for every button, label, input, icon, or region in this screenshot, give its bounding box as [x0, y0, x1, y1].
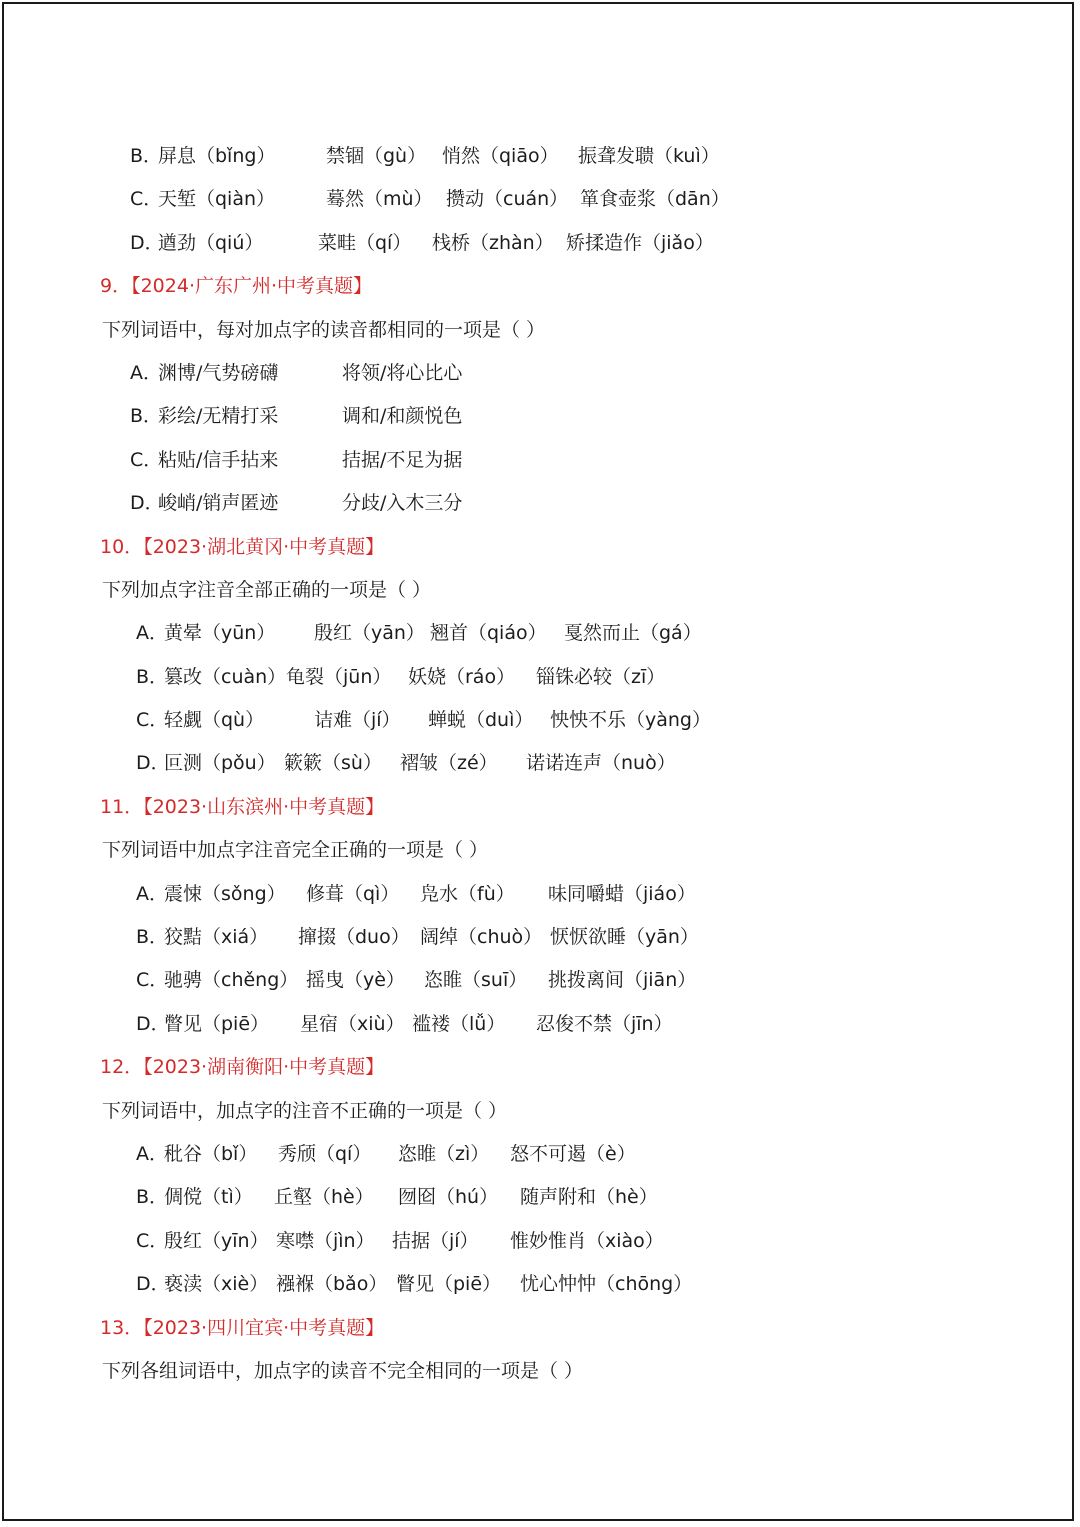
option-letter: C． — [130, 188, 163, 211]
question-heading — [100, 265, 1040, 308]
option-word: 瞥见（piē） — [396, 1273, 502, 1296]
option-word: 褴褛（lǚ） — [412, 1012, 506, 1035]
question-heading — [100, 1307, 1040, 1350]
option-word: 随声附和（hè） — [520, 1186, 658, 1209]
option-row — [100, 482, 1040, 525]
question-heading — [100, 526, 1040, 569]
option-word: 惟妙惟肖（xiào） — [510, 1229, 664, 1252]
option-word: 轻觑（qù） — [164, 709, 265, 732]
option-word: 殷红（yān） — [314, 622, 425, 645]
option-row — [100, 395, 1040, 438]
option-word: 倜傥（tì） — [164, 1186, 253, 1209]
question-heading — [100, 786, 1040, 829]
option-word: 震悚（sǒng） — [164, 882, 286, 905]
question-heading — [100, 1046, 1040, 1089]
question-number: 11． — [100, 795, 144, 818]
option-word: 禁锢（gù） — [326, 145, 427, 167]
option-word: 殷红（yīn） — [164, 1229, 269, 1252]
option-word: 戛然而止（gá） — [564, 622, 702, 645]
option-word: 褶皱（zé） — [400, 752, 498, 775]
option-word: 彩绘/无精打采 — [158, 405, 279, 428]
option-word: 修葺（qì） — [306, 882, 400, 905]
question-source: 【2023·四川宜宾·中考真题】 — [143, 1316, 385, 1339]
option-word: 渊博/气势磅礴 — [158, 361, 279, 384]
question-stem: 下列各组词语中，加点字的读音不完全相同的一项是（ ） — [102, 1359, 584, 1382]
option-word: 怒不可遏（è） — [510, 1142, 636, 1165]
option-word: 诺诺连声（nuò） — [526, 752, 676, 775]
option-word: 分歧/入木三分 — [342, 492, 463, 515]
option-word: 摇曳（yè） — [306, 969, 405, 992]
question-source: 【2023·山东滨州·中考真题】 — [143, 795, 385, 818]
option-word: 锱铢必较（zī） — [536, 665, 666, 688]
question-source: 【2023·湖北黄冈·中考真题】 — [143, 535, 385, 558]
question-stem: 下列词语中加点字注音完全正确的一项是（ ） — [102, 839, 489, 862]
option-word: 驰骋（chěng） — [164, 969, 299, 992]
option-letter: B． — [130, 145, 163, 167]
option-word: 篡改（cuàn） — [164, 665, 287, 688]
question-number: 9． — [100, 275, 132, 298]
option-word: 黄晕（yūn） — [164, 622, 276, 645]
option-word: 撺掇（duo） — [298, 926, 410, 949]
option-word: 凫水（fù） — [420, 882, 515, 905]
option-word: 挑拨离间（jiān） — [548, 969, 697, 992]
option-word: 悄然（qiāo） — [442, 145, 559, 167]
option-letter: C． — [136, 1229, 169, 1252]
document-page — [2, 2, 1074, 1521]
option-word: 拮据（jí） — [392, 1229, 479, 1252]
option-row — [100, 178, 1040, 221]
option-letter: A． — [136, 1142, 168, 1165]
option-word: 蓦然（mù） — [326, 188, 433, 211]
option-letter: D． — [130, 492, 164, 515]
option-row — [100, 1220, 1040, 1263]
option-word: 囫囵（hú） — [398, 1186, 499, 1209]
option-letter: C． — [130, 448, 163, 471]
option-word: 峻峭/销声匿迹 — [158, 492, 279, 515]
option-row — [100, 612, 1040, 655]
option-letter: B． — [130, 405, 163, 428]
option-row — [100, 1003, 1040, 1046]
option-word: 遒劲（qiú） — [158, 231, 264, 254]
option-row — [100, 135, 1040, 178]
option-word: 寒噤（jìn） — [276, 1229, 375, 1252]
option-word: 味同嚼蜡（jiáo） — [548, 882, 696, 905]
option-letter: D． — [136, 1012, 170, 1035]
option-row — [100, 699, 1040, 742]
option-word: 秀颀（qí） — [278, 1142, 372, 1165]
option-word: 拮据/不足为据 — [342, 448, 463, 471]
option-word: 妖娆（ráo） — [408, 665, 516, 688]
option-letter: D． — [130, 231, 164, 254]
option-row — [100, 1263, 1040, 1306]
option-word: 恣睢（suī） — [424, 969, 528, 992]
option-word: 瞥见（piē） — [164, 1012, 270, 1035]
option-word: 矫揉造作（jiǎo） — [566, 231, 714, 254]
question-number: 12． — [100, 1056, 144, 1079]
option-row — [100, 1133, 1040, 1176]
option-letter: A． — [136, 882, 168, 905]
option-word: 振聋发聩（kuì） — [578, 145, 720, 167]
option-word: 簌簌（sù） — [284, 752, 382, 775]
option-word: 恹恹欲睡（yān） — [550, 926, 699, 949]
option-row — [100, 916, 1040, 959]
option-letter: B． — [136, 665, 169, 688]
option-word: 忍俊不禁（jīn） — [536, 1012, 673, 1035]
option-row — [100, 439, 1040, 482]
option-row — [100, 656, 1040, 699]
option-word: 秕谷（bǐ） — [164, 1142, 258, 1165]
question-number: 13． — [100, 1316, 144, 1339]
option-word: 丘壑（hè） — [274, 1186, 374, 1209]
option-word: 襁褓（bǎo） — [276, 1273, 388, 1296]
option-word: 亵渎（xiè） — [164, 1273, 269, 1296]
option-word: 狡黠（xiá） — [164, 926, 269, 949]
option-letter: C． — [136, 969, 169, 992]
option-row — [100, 873, 1040, 916]
option-word: 忧心忡忡（chōng） — [520, 1273, 693, 1296]
option-word: 粘贴/信手拈来 — [158, 448, 279, 471]
option-word: 诘难（jí） — [314, 709, 401, 732]
option-word: 屏息（bǐng） — [158, 145, 276, 167]
option-row — [100, 222, 1040, 265]
question-source: 【2024·广东广州·中考真题】 — [131, 275, 373, 298]
option-letter: D． — [136, 1273, 170, 1296]
option-word: 蝉蜕（duì） — [428, 709, 534, 732]
question-list — [100, 135, 1040, 1393]
option-word: 栈桥（zhàn） — [432, 231, 554, 254]
option-word: 将领/将心比心 — [342, 361, 463, 384]
option-letter: C． — [136, 709, 169, 732]
option-word: 调和/和颜悦色 — [342, 405, 463, 428]
option-word: 攒动（cuán） — [446, 188, 569, 211]
option-word: 龟裂（jūn） — [286, 665, 392, 688]
option-word: 叵测（pǒu） — [164, 752, 276, 775]
option-word: 箪食壶浆（dān） — [580, 188, 730, 211]
option-letter: A． — [136, 622, 168, 645]
option-row — [100, 959, 1040, 1002]
question-source: 【2023·湖南衡阳·中考真题】 — [143, 1056, 385, 1079]
option-letter: B． — [136, 1186, 169, 1209]
option-word: 菜畦（qí） — [318, 231, 412, 254]
option-row — [100, 352, 1040, 395]
option-word: 恣睢（zì） — [398, 1142, 490, 1165]
option-row — [100, 742, 1040, 785]
option-letter: B． — [136, 926, 169, 949]
option-word: 天堑（qiàn） — [158, 188, 276, 211]
option-letter: D． — [136, 752, 170, 775]
question-stem: 下列词语中，加点字的注音不正确的一项是（ ） — [102, 1099, 508, 1122]
option-row — [100, 1176, 1040, 1219]
question-stem: 下列词语中，每对加点字的读音都相同的一项是（ ） — [102, 318, 546, 341]
question-stem: 下列加点字注音全部正确的一项是（ ） — [102, 578, 432, 601]
question-number: 10． — [100, 535, 144, 558]
option-word: 怏怏不乐（yàng） — [550, 709, 711, 732]
option-word: 阔绰（chuò） — [420, 926, 543, 949]
option-letter: A． — [130, 361, 162, 384]
option-word: 星宿（xiù） — [300, 1012, 405, 1035]
option-word: 翘首（qiáo） — [430, 622, 547, 645]
